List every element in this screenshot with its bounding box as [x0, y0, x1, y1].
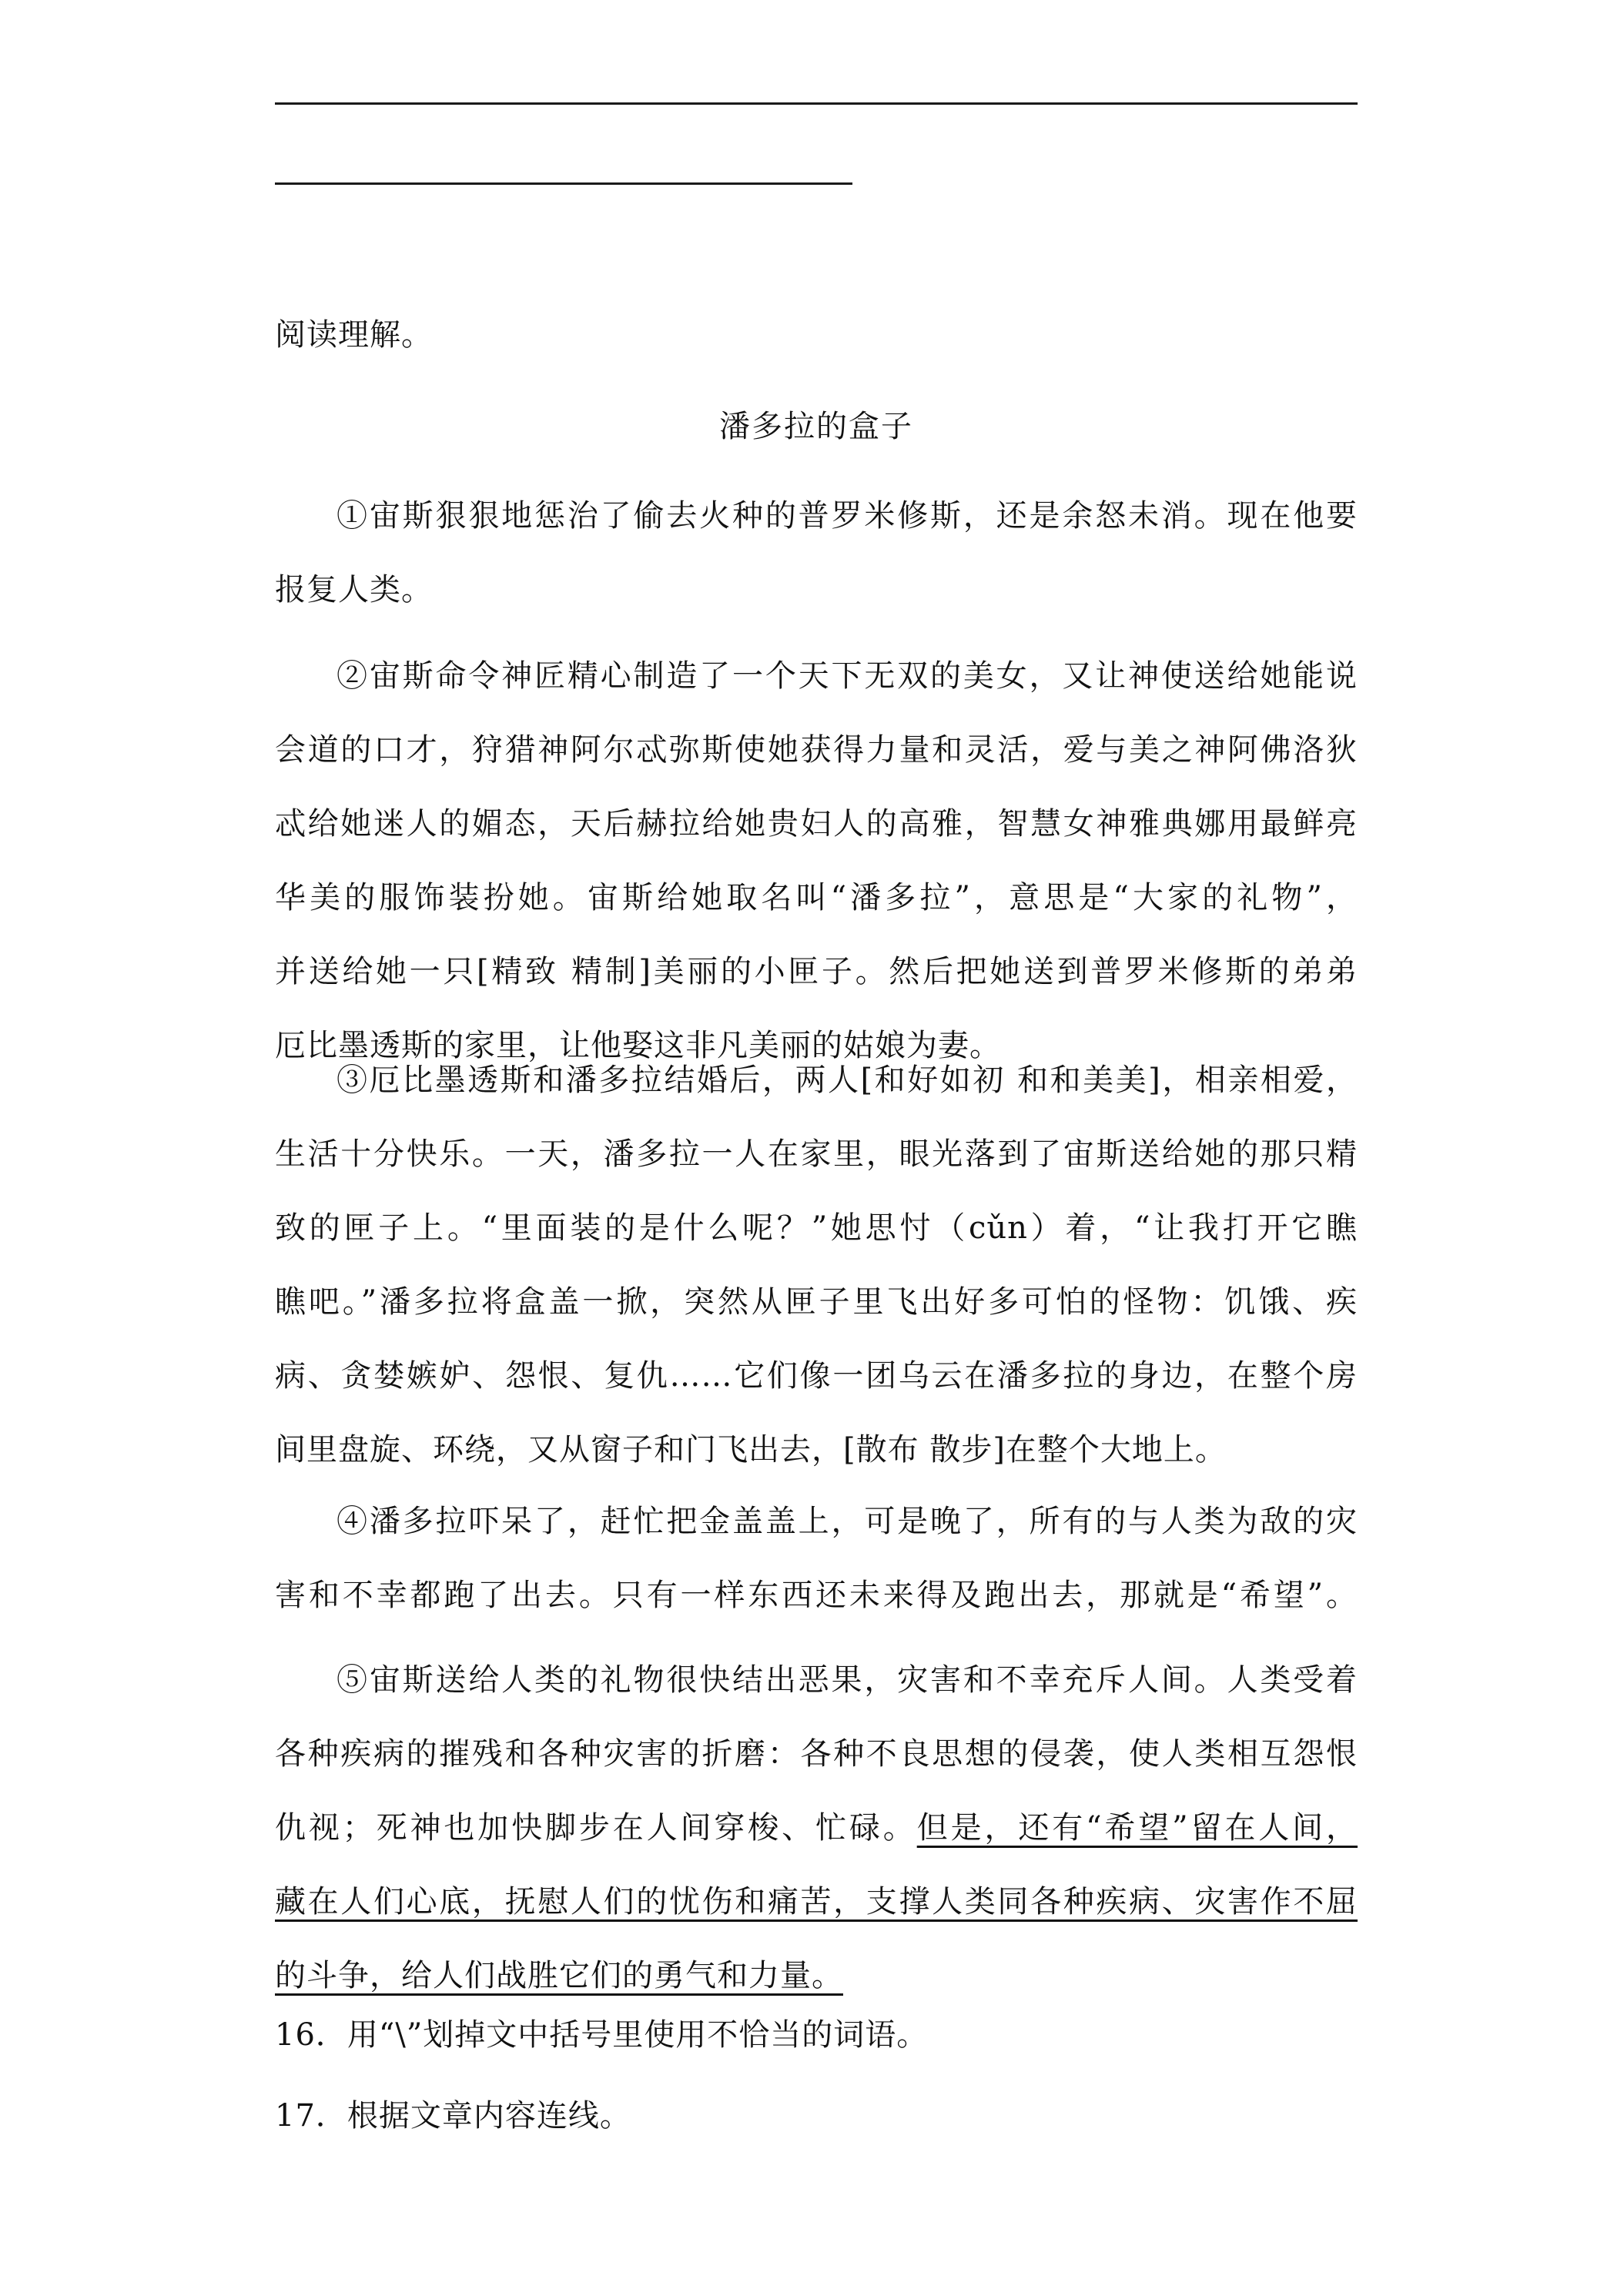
- paragraph-line: 各种疾病的摧残和各种灾害的折磨：各种不良思想的侵袭，使人类相互怨恨: [275, 1736, 1358, 1772]
- underlined-sentence: 但是，还有“希望”留在人间，: [916, 1810, 1358, 1846]
- paragraph-line: ①宙斯狠狠地惩治了偷去火种的普罗米修斯，还是余怒未消。现在他要: [337, 498, 1358, 534]
- article-title: 潘多拉的盒子: [719, 409, 913, 444]
- paragraph-line: 华美的服饰装扮她。宙斯给她取名叫“潘多拉”，意思是“大家的礼物”，: [275, 880, 1358, 915]
- paragraph-line: 并送给她一只[精致 精制]美丽的小匣子。然后把她送到普罗米修斯的弟弟: [275, 954, 1358, 989]
- section-label-block: [275, 298, 1358, 372]
- paragraph-3: [275, 1043, 1358, 1487]
- section-label: 阅读理解。: [275, 317, 433, 353]
- underlined-sentence: 藏在人们心底，抚慰人们的忧伤和痛苦，支撑人类同各种疾病、灾害作不屈: [275, 1884, 1358, 1919]
- paragraph-4: [275, 1484, 1358, 1632]
- paragraph-text: 仇视；死神也加快脚步在人间穿梭、忙碌。: [275, 1810, 917, 1846]
- paragraph-line: ③厄比墨透斯和潘多拉结婚后，两人[和好如初 和和美美]，相亲相爱，: [337, 1063, 1358, 1098]
- paragraph-line: 害和不幸都跑了出去。只有一样东西还未来得及跑出去，那就是“希望”。: [275, 1578, 1358, 1613]
- paragraph-1: [275, 479, 1358, 627]
- paragraph-2: [275, 639, 1358, 1083]
- paragraph-5: [275, 1643, 1358, 2013]
- underlined-sentence: 的斗争，给人们战胜它们的勇气和力量。: [275, 1958, 843, 1993]
- paragraph-line: 生活十分快乐。一天，潘多拉一人在家里，眼光落到了宙斯送给她的那只精: [275, 1136, 1358, 1172]
- paragraph-line: 报复人类。: [275, 572, 433, 607]
- paragraph-line: 瞧吧。”潘多拉将盒盖一掀，突然从匣子里飞出好多可怕的怪物：饥饿、疾: [275, 1284, 1358, 1320]
- answer-line-1: [275, 102, 1358, 105]
- paragraph-line: 病、贪婪嫉妒、怨恨、复仇……它们像一团乌云在潘多拉的身边，在整个房: [275, 1358, 1358, 1394]
- answer-line-2: [275, 182, 852, 185]
- question-17-block: [275, 2079, 1358, 2153]
- paragraph-line: 厄比墨透斯的家里，让他娶这非凡美丽的姑娘为妻。: [275, 1028, 1001, 1063]
- paragraph-line: ⑤宙斯送给人类的礼物很快结出恶果，灾害和不幸充斥人间。人类受着: [337, 1662, 1358, 1698]
- paragraph-line: 间里盘旋、环绕，又从窗子和门飞出去，[散布 散步]在整个大地上。: [275, 1432, 1227, 1468]
- paragraph-line-mixed: [275, 1791, 1358, 1865]
- question-16-block: [275, 1998, 1358, 2072]
- paragraph-line: ④潘多拉吓呆了，赶忙把金盖盖上，可是晚了，所有的与人类为敌的灾: [337, 1504, 1358, 1539]
- paragraph-line: 忒给她迷人的媚态，天后赫拉给她贵妇人的高雅，智慧女神雅典娜用最鲜亮: [275, 806, 1358, 842]
- question-16: 16．用“\”划掉文中括号里使用不恰当的词语。: [275, 2017, 929, 2053]
- paragraph-line: ②宙斯命令神匠精心制造了一个天下无双的美女，又让神使送给她能说: [337, 658, 1358, 694]
- paragraph-line: 致的匣子上。“里面装的是什么呢？”她思忖（cǔn）着，“让我打开它瞧: [275, 1210, 1358, 1246]
- question-17: 17．根据文章内容连线。: [275, 2098, 631, 2134]
- paragraph-line: 会道的口才，狩猎神阿尔忒弥斯使她获得力量和灵活，爱与美之神阿佛洛狄: [275, 732, 1358, 768]
